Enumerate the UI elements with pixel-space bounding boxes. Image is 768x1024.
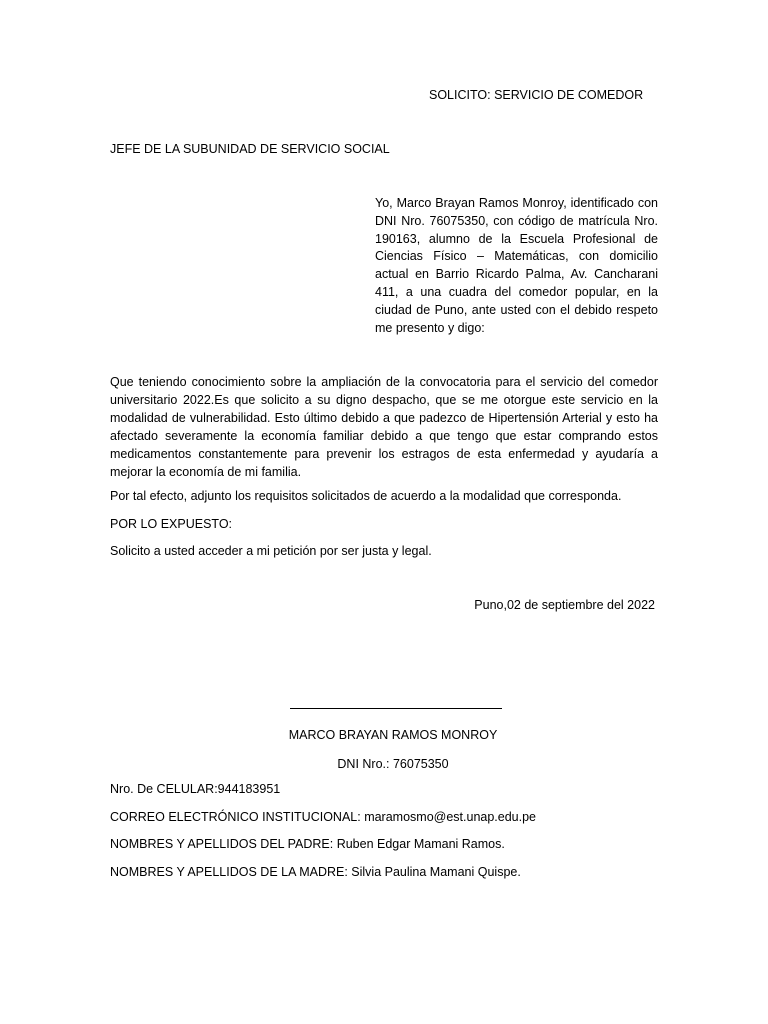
request-paragraph: Solicito a usted acceder a mi petición por ser justa y legal. [110, 544, 432, 558]
attachments-paragraph: Por tal efecto, adjunto los requisitos solicitados de acuerdo a la modalidad que corresponda. [110, 489, 622, 503]
signer-name: MARCO BRAYAN RAMOS MONROY [288, 728, 498, 742]
place-date: Puno,02 de septiembre del 2022 [474, 598, 655, 612]
phone-line: Nro. De CELULAR:944183951 [110, 782, 281, 796]
intro-paragraph: Yo, Marco Brayan Ramos Monroy, identificado con DNI Nro. 76075350, con código de matrícula Nro. 190163, alumno de la Escuela Profesional de Ciencias Físico – Matemáticas, con domicilio actual en Barrio Ricardo Palma, Av. Cancharani 411, a una cuadra del comedor popular, en la ciudad de Puno, ante usted con el debido respeto me presento y digo: [375, 196, 658, 335]
body-paragraph: Que teniendo conocimiento sobre la ampliación de la convocatoria para el servicio del comedor universitario 2022.Es que solicito a su digno despacho, que se me otorgue este servicio en la modalidad de vulnerabilidad. Esto último debido a que padezco de Hipertensión Arterial y esto ha afectado severamente la economía familiar debido a que tengo que estar comprando estos medicamentos constantemente para prevenir los estragos de esta enfermedad y ayudaría a mejorar la economía de mi familia. [110, 375, 658, 479]
signature-line [290, 708, 502, 709]
signer-dni: DNI Nro.: 76075350 [337, 757, 449, 771]
mother-line: NOMBRES Y APELLIDOS DE LA MADRE: Silvia Paulina Mamani Quispe. [110, 865, 521, 879]
letter-recipient: JEFE DE LA SUBUNIDAD DE SERVICIO SOCIAL [110, 142, 390, 156]
letter-subject: SOLICITO: SERVICIO DE COMEDOR [429, 88, 644, 102]
email-line: CORREO ELECTRÓNICO INSTITUCIONAL: maramosmo@est.unap.edu.pe [110, 810, 537, 824]
father-line: NOMBRES Y APELLIDOS DEL PADRE: Ruben Edgar Mamani Ramos. [110, 837, 505, 851]
closing-heading: POR LO EXPUESTO: [110, 517, 233, 531]
